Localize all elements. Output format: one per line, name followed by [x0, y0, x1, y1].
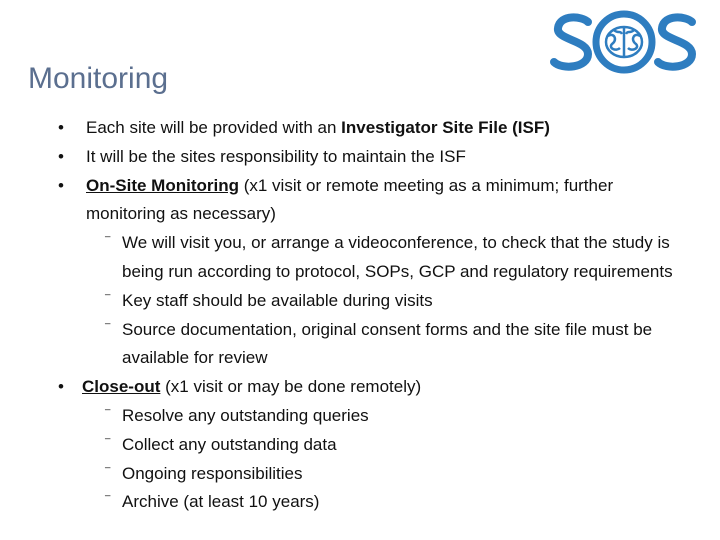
closeout-sub-item: ⁻ Collect any outstanding data — [0, 431, 682, 460]
bullet-dot: • — [58, 377, 64, 397]
brain-icon — [606, 27, 642, 57]
closeout-sub-item: ⁻ Resolve any outstanding queries — [0, 402, 682, 431]
closeout-sub-item: ⁻ Ongoing responsibilities — [0, 460, 682, 489]
slide-body — [0, 114, 720, 517]
bullet-dot: • — [58, 118, 64, 137]
closeout-sub-item: ⁻ Archive (at least 10 years) — [0, 488, 682, 517]
bullet-dot: • — [58, 175, 64, 195]
onsite-sub-item: ⁻ Source documentation, original consent forms and the site file must be available for review — [0, 316, 682, 374]
sos-logo — [548, 8, 698, 76]
dash-marker: ⁻ — [104, 432, 112, 449]
dash-marker: ⁻ — [104, 231, 112, 248]
onsite-sub-item: ⁻ Key staff should be available during visits — [0, 287, 682, 316]
onsite-sub-item: ⁻ We will visit you, or arrange a videoconference, to check that the study is being run according to protocol, SOPs, GCP and regulatory requirements — [0, 229, 682, 287]
dash-marker: ⁻ — [104, 403, 112, 420]
bullet-isf-provided: • Each site will be provided with an Investigator Site File (ISF) — [0, 114, 676, 143]
bullet-onsite-monitoring: • On-Site Monitoring (x1 visit or remote meeting as a minimum; further monitoring as necessary) — [0, 172, 676, 230]
bullet-dot: • — [58, 146, 64, 166]
dash-marker: ⁻ — [104, 490, 112, 507]
slide-title: Monitoring — [28, 62, 169, 95]
dash-marker: ⁻ — [104, 461, 112, 478]
dash-marker: ⁻ — [104, 317, 112, 334]
bullet-close-out: • Close-out (x1 visit or may be done remotely) — [0, 373, 672, 402]
bullet-isf-responsibility: • It will be the sites responsibility to maintain the ISF — [0, 143, 676, 172]
dash-marker: ⁻ — [104, 288, 112, 305]
logo-text — [698, 8, 699, 9]
